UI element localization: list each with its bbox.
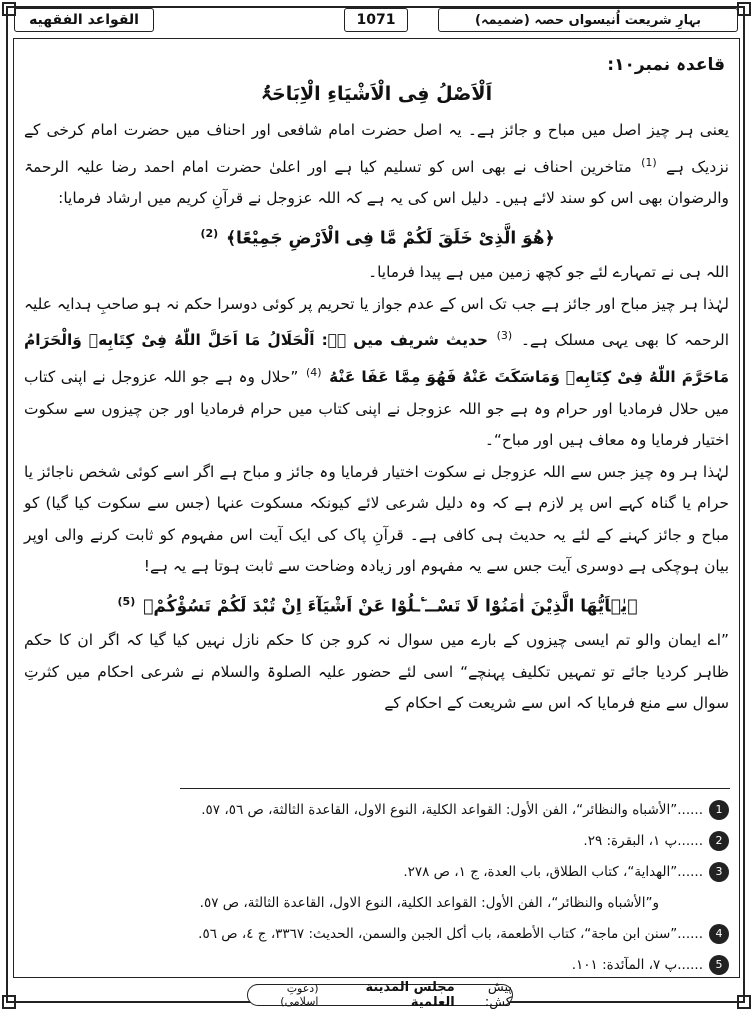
footnote-number: 4 [709,924,729,944]
footnote-continuation: و”الأشباه والنظائر“، الفن الأول: القواعد الكلية، النوع الاول، القاعدة الثالثة، ص ٥٧. [199,894,659,911]
book-title: بہارِ شریعت اُنیسواں حصہ (ضمیمہ) [438,8,738,32]
publisher-credit: پیش کش: مجلس المدينة العلمية (دعوتِ اسلامی) [247,984,513,1006]
quran-verse: ﴿یٰۤاَیُّهَا الَّذِیْنَ اٰمَنُوْا لَا تَسْــٴَـلُوْا عَنْ اَشْیَآءَ اِنْ تُبْدَ لَكُمْ تَسُؤْكُمْ﴾ $^{(5)}$ [117,594,638,617]
footnote-item: 2 ......پ ١، البقرة: ٢٩. [24,825,729,856]
paragraph: لہٰذا ہر چیز مباح اور جائز ہے جب تک اس کے عدم جواز یا تحریم پر کوئی دوسرا حکم نہ ہو صاحبِ ہدایہ علیہ الرحمہ کا بھی یہی مسلک ہے۔ $^{(3)}$ حدیث شریف میں ہے: اَلْحَلَالُ مَا اَحَلَّ اللّٰهُ فِیْ كِتَابِهٖ وَالْحَرَامُ مَاحَرَّمَ اللّٰهُ فِیْ كِتَابِهٖ وَمَاسَكَتَ عَنْهُ فَهُوَ مِمَّا عَفَا عَنْهُ $^{(4)}$ ”حلال وہ ہے جو اللہ عزوجل نے اپنی کتاب میں حلال فرمادیا اور حرام وہ ہے جو اللہ عزوجل نے اپنی کتاب میں حرام فرمادیا اور جن چیزوں سے سکوت اختیار فرمایا وہ معاف ہیں اور مباح“۔ [24,294,729,450]
publisher-name: مجلس المدينة العلمية [365,980,455,1010]
arabic-maxim: اَلْاَصْلُ فِی الْاَشْیَاءِ الْاِبَاحَۃُ [260,83,493,105]
footnote-number: 5 [709,955,729,975]
footnote-item: 1 ......”الأشباه والنظائر“، الفن الأول: القواعد الكلية، النوع الاول، القاعدة الثالثة، ص ٥٦، ٥٧. [24,794,729,825]
footnote-item: 5 ......پ ٧، المآئدة: ١٠١. [24,949,729,980]
footnote-number: 3 [709,862,729,882]
footnote-number: 1 [709,800,729,820]
footnote-ref[interactable]: (4) [305,365,322,379]
footnote-item: 3 ......”الهداية“، كتاب الطلاق، باب العدة، ج ١، ص ٢٧٨. [24,856,729,887]
footnote-ref[interactable]: (3) [496,329,513,343]
footnote-divider [180,788,730,789]
quran-verse: ﴿هُوَ الَّذِیْ خَلَقَ لَكُمْ مَّا فِی الْاَرْضِ جَمِیْعًا﴾ $^{(2)}$ [200,226,555,249]
footnote-ref[interactable]: (2) [200,226,219,240]
footnote-number: 2 [709,831,729,851]
section-heading: قاعدہ نمبر۱۰: [607,55,725,75]
page-header [14,6,738,36]
paragraph: یعنی ہر چیز اصل میں مباح و جائز ہے۔ یہ اصل حضرت امام شافعی اور احناف میں حضرت امام کرخی کے نزدیک ہے $^{(1)}$ متاخرین احناف نے بھی اس کو تسلیم کیا ہے اور اعلیٰ حضرت امام احمد رضا علیہ الرحمۃ والرضوان بھی اس کو سند لائے ہیں۔ دلیل اس کی یہ ہے کہ اللہ عزوجل نے قرآنِ کریم میں ارشاد فرمایا: [24,121,729,208]
chapter-title: القواعد الفقهيه [14,8,154,32]
main-content [24,48,729,720]
corner-ornament [737,2,751,16]
footnote-item: 4 ......”سنن ابن ماجة“، كتاب الأطعمة، باب أكل الجبن والسمن، الحديث: ٣٣٦٧، ج ٤، ص ٥٦. [24,918,729,949]
paragraph: لہٰذا ہر وہ چیز جس سے اللہ عزوجل نے سکوت اختیار فرمایا وہ جائز و مباح ہے اگر اسے کوئی شخص ناجائز یا حرام یا گناہ کہے اس پر لازم ہے کہ وہ دلیل شرعی لائے کیونکہ مسکوت عنہا (جس سے سکوت کیا گیا) کو مباح و جائز کہنے کے لئے یہ حدیث ہی کافی ہے۔ قرآنِ پاک کی ایک آیت اس مفہوم کو ثابت کرنے والی اوپر بیان ہوچکی ہے دوسری آیت جس سے یہ مفہوم اور زیادہ وضاحت سے ثابت ہوتا ہے یہ ہے! [24,462,729,576]
hadith-text: حدیث شریف میں ہے: اَلْحَلَالُ مَا اَحَلَّ اللّٰهُ فِیْ كِتَابِهٖ وَالْحَرَامُ مَاحَرَّمَ اللّٰهُ فِیْ كِتَابِهٖ وَمَاسَكَتَ عَنْهُ فَهُوَ مِمَّا عَفَا عَنْهُ [24,331,729,387]
footnotes [24,794,729,980]
footnote-ref[interactable]: (5) [117,594,136,608]
page-number: 1071 [344,8,408,32]
paragraph: اللہ ہی نے تمہارے لئے جو کچھ زمین میں ہے پیدا فرمایا۔ [368,263,729,282]
paragraph: ”اے ایمان والو تم ایسی چیزوں کے بارے میں سوال نہ کرو جن کا حکم نازل نہیں کیا گیا کہ اگر ان کا حکم ظاہر کردیا جائے تو تمہیں تکلیف پہنچے“ اسی لئے حضور علیہ الصلوۃ والسلام نے شرعی احکام میں کثرتِ سوال سے منع فرمایا کہ اس سے شریعت کے احکام کے [24,631,729,713]
page-footer [0,980,753,1010]
footnote-ref[interactable]: (1) [641,155,657,169]
